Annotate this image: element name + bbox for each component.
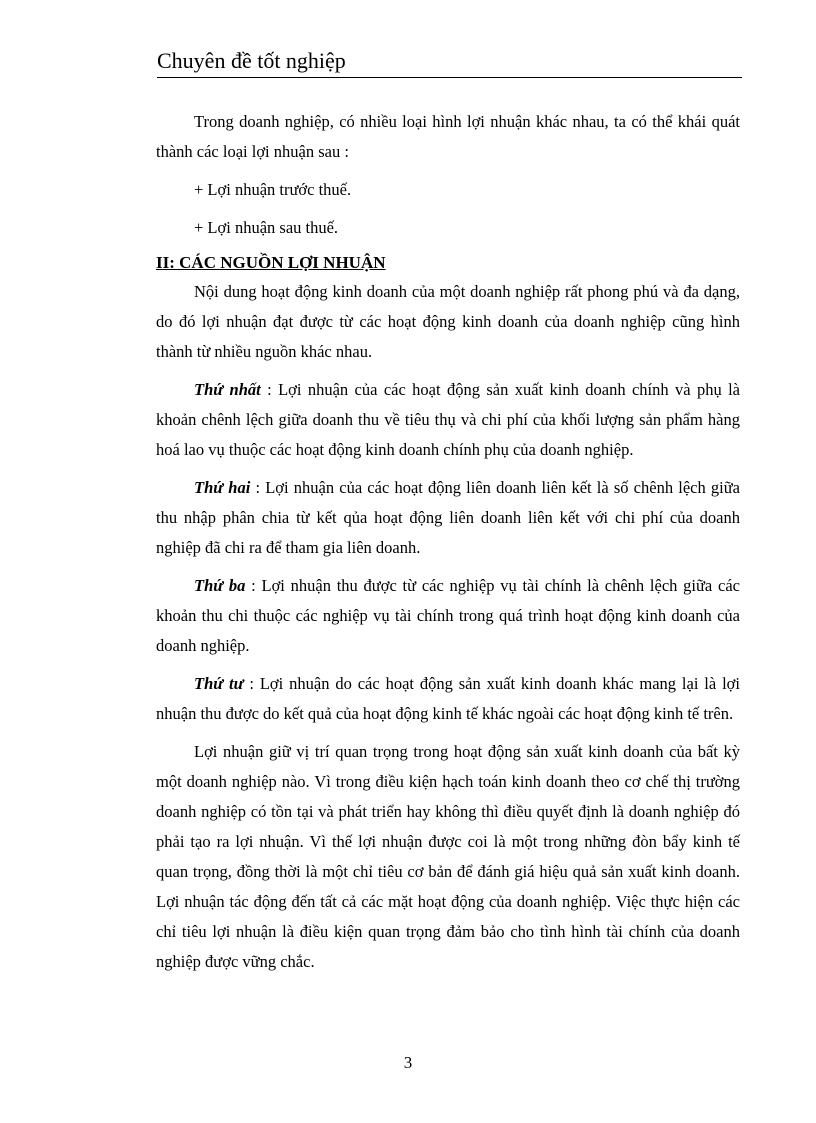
page-header-title: Chuyên đề tốt nghiệp	[157, 48, 346, 73]
bullet-before-tax: + Lợi nhuận trước thuế.	[194, 180, 352, 199]
paragraph-text: : Lợi nhuận của các hoạt động liên doanh liên kết là số chênh lệch giữa thu nhập phân chia từ kết qủa hoạt động liên doanh liên kết với chi phí của doanh nghiệp đã chi ra để tham gia liên doanh.	[156, 478, 740, 557]
paragraph-text: : Lợi nhuận thu được từ các nghiệp vụ tài chính là chênh lệch giữa các khoản thu chi thuộc các nghiệp vụ tài chính trong quá trình hoạt động kinh doanh của doanh nghiệp.	[156, 576, 740, 655]
paragraph-second-source	[156, 473, 740, 563]
paragraph-lead: Thứ nhất	[194, 380, 261, 399]
paragraph-first-source	[156, 375, 740, 465]
document-body	[156, 107, 740, 977]
closing-paragraph: Lợi nhuận giữ vị trí quan trọng trong hoạt động sản xuất kinh doanh của bất kỳ một doanh nghiệp nào. Vì trong điều kiện hạch toán kinh doanh theo cơ chế thị trường doanh nghiệp có tồn tại và phát triển hay không thì điều quyết định là doanh nghiệp đó phải tạo ra lợi nhuận. Vì thế lợi nhuận được coi là một trong những đòn bẩy kinh tế quan trọng, đồng thời là một chỉ tiêu cơ bản để đánh giá hiệu quả sản xuất kinh doanh. Lợi nhuận tác động đến tất cả các mặt hoạt động của doanh nghiệp. Việc thực hiện các chỉ tiêu lợi nhuận là điều kiện quan trọng đảm bảo cho tình hình tài chính của doanh nghiệp được vững chắc.	[156, 742, 740, 971]
paragraph-text: : Lợi nhuận do các hoạt động sản xuất kinh doanh khác mang lại là lợi nhuận thu được do kết quả của hoạt động kinh tế khác ngoài các hoạt động kinh tế trên.	[156, 674, 740, 723]
paragraph-third-source	[156, 571, 740, 661]
intro-paragraph: Trong doanh nghiệp, có nhiều loại hình lợi nhuận khác nhau, ta có thể khái quát thành các loại lợi nhuận sau :	[156, 112, 740, 161]
paragraph-lead: Thứ hai	[194, 478, 251, 497]
paragraph-lead: Thứ ba	[194, 576, 246, 595]
page-number: 3	[403, 1053, 413, 1072]
header-divider	[157, 77, 742, 78]
paragraph-fourth-source	[156, 669, 740, 729]
paragraph-text: : Lợi nhuận của các hoạt động sản xuất kinh doanh chính và phụ là khoản chênh lệch giữa doanh thu về tiêu thụ và chi phí của khối lượng sản phẩm hàng hoá lao vụ thuộc các hoạt động kinh doanh chính phụ của doanh nghiệp.	[156, 380, 740, 459]
section-heading: II: CÁC NGUỒN LỢI NHUẬN	[156, 253, 386, 272]
section-intro-paragraph: Nội dung hoạt động kinh doanh của một doanh nghiệp rất phong phú và đa dạng, do đó lợi nhuận đạt được từ các hoạt động kinh doanh của doanh nghiệp cũng hình thành từ nhiều nguồn khác nhau.	[156, 282, 740, 361]
bullet-after-tax: + Lợi nhuận sau thuế.	[194, 218, 339, 237]
paragraph-lead: Thứ tư	[194, 674, 244, 693]
